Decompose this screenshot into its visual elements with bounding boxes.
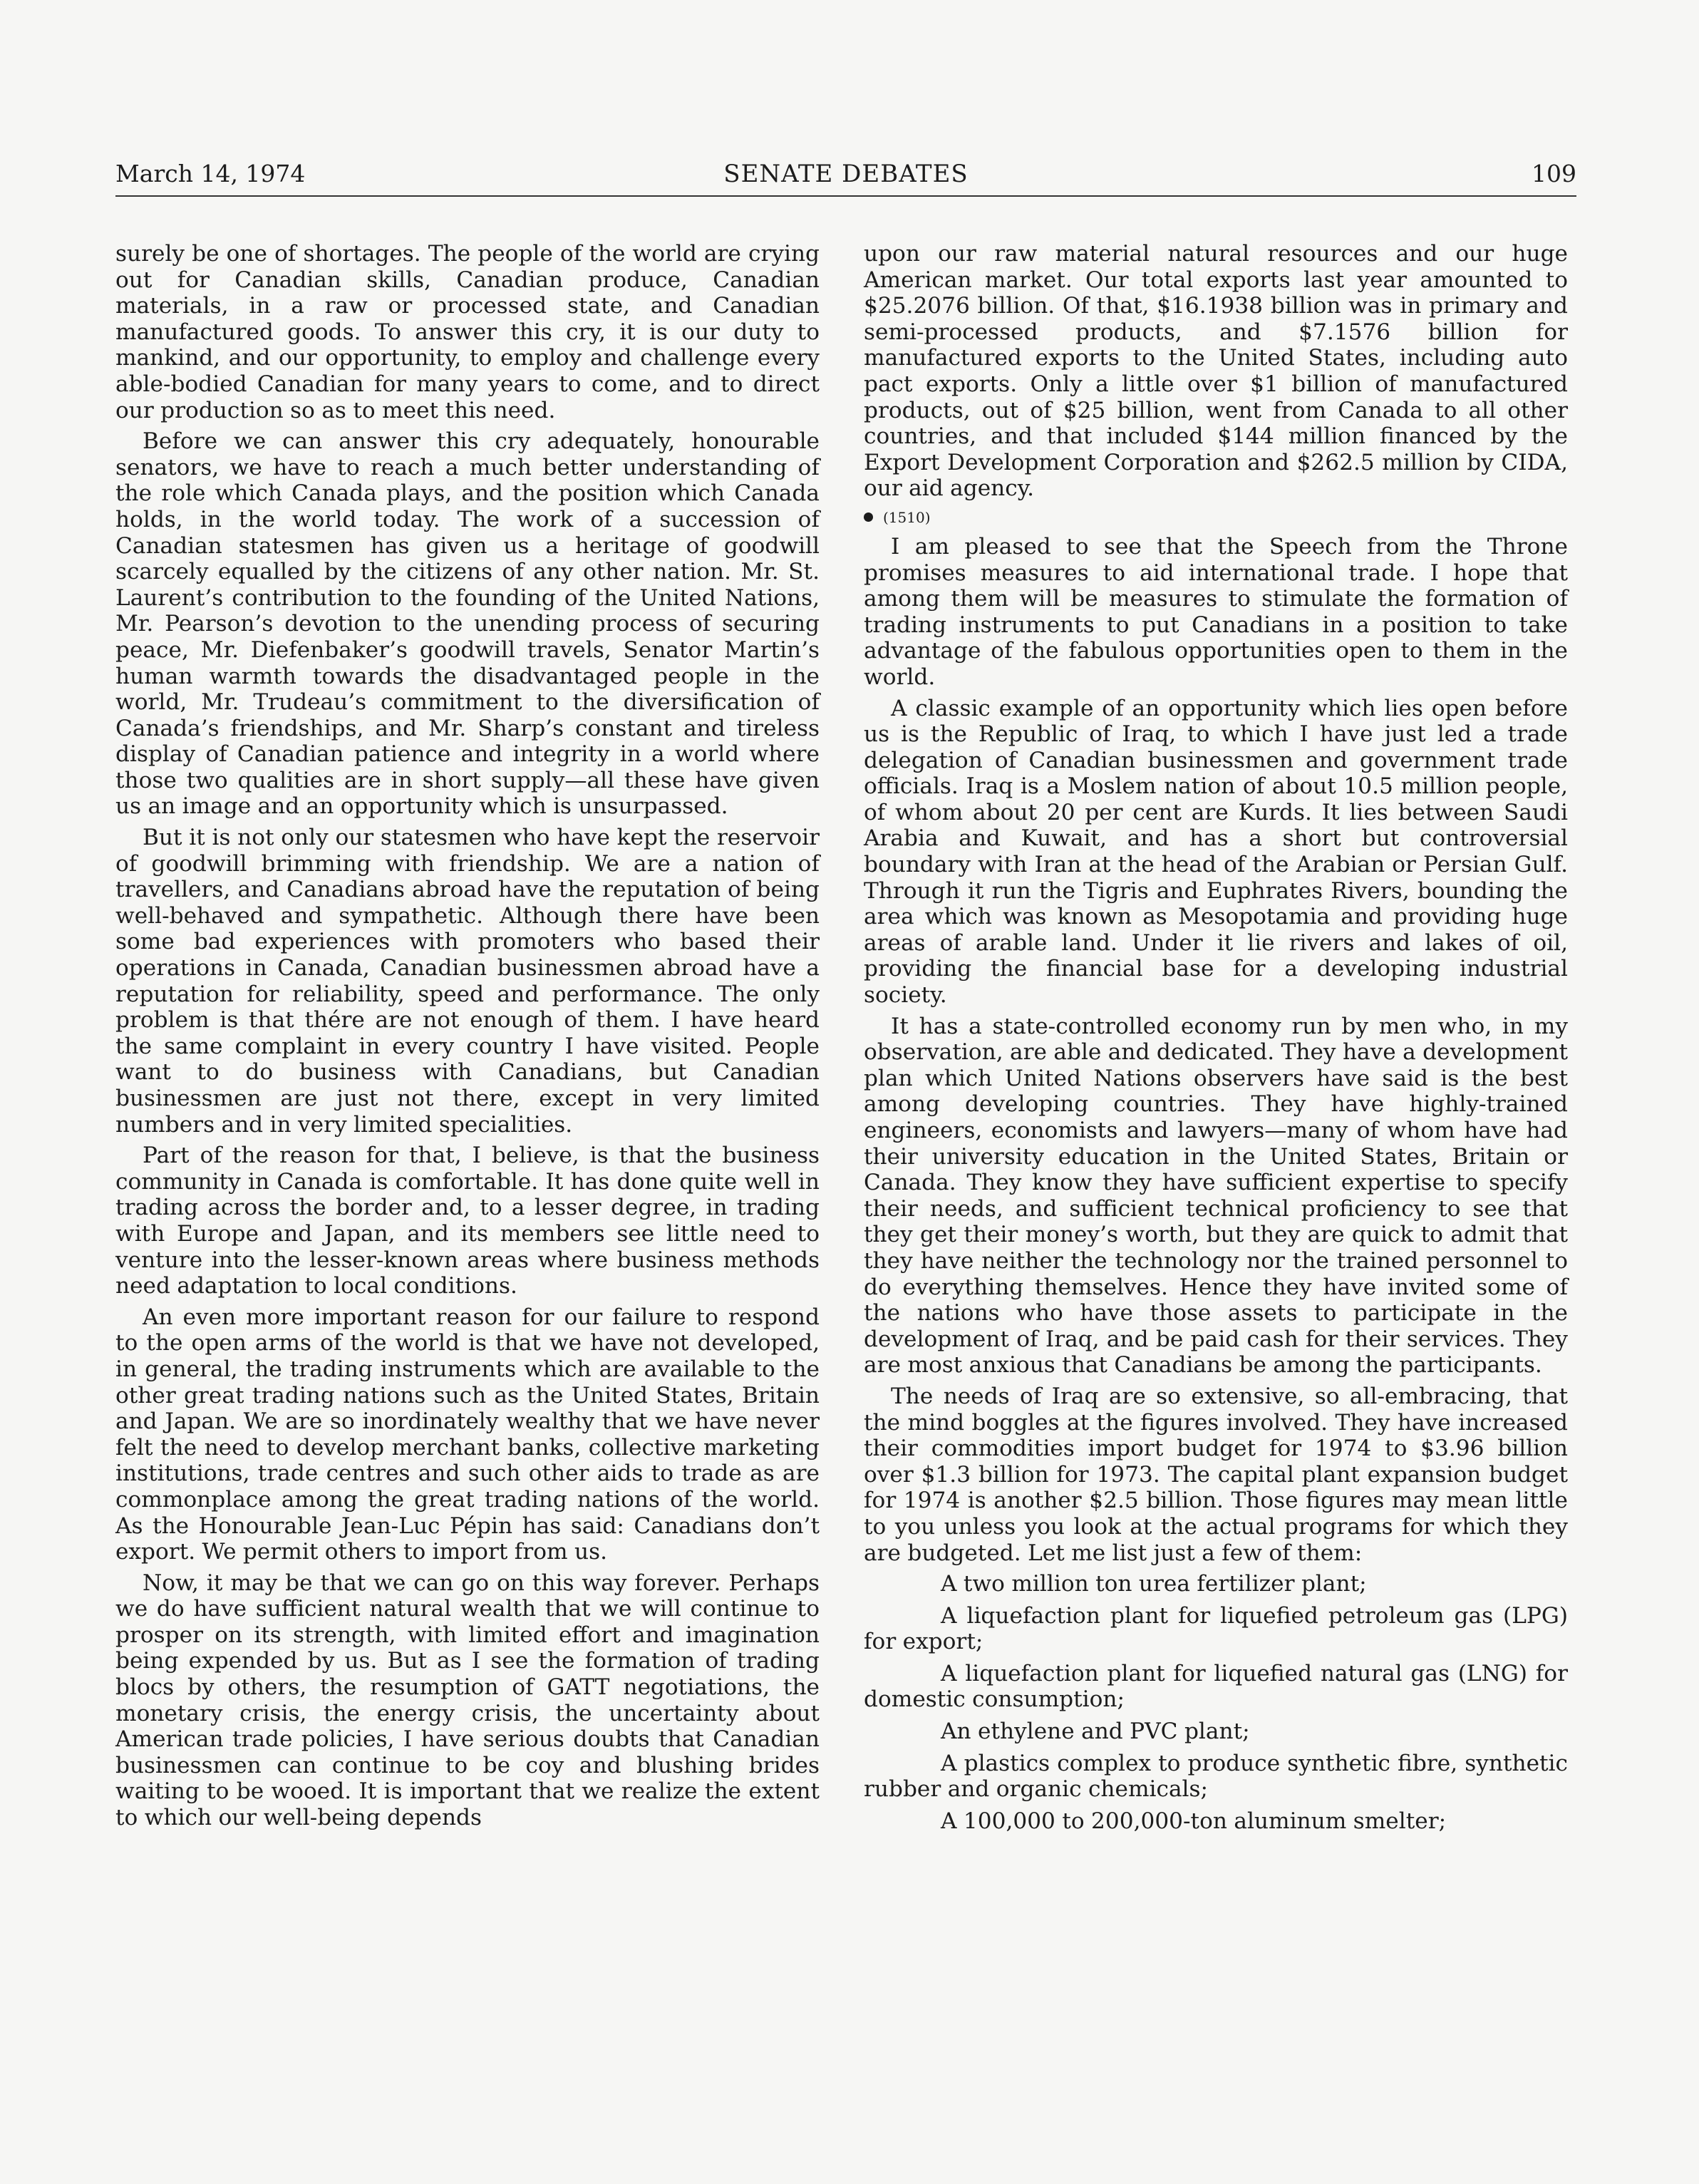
list-item: A two million ton urea fertilizer plant; [941,1571,1367,1597]
paragraph: Before we can answer this cry adequately, honourable senators, we have to reach a much better understanding of the role which Canada plays, and the position which Canada holds, in the world today. The work of a succession of Canadian statesmen has given us a heritage of goodwill scarcely equalled by the citizens of any other nation. Mr. St. Laurent’s contribution to the founding of the United Nations, Mr. Pearson’s devotion to the unending process of securing peace, Mr. Diefenbaker’s goodwill travels, Senator Martin’s human warmth towards the disadvantaged people in the world, Mr. Trudeau’s commitment to the diversification of Canada’s friendships, and Mr. Sharp’s constant and tireless display of Canadian patience and integrity in a world where those two qualities are in short supply—all these have given us an image and an opportunity which is unsurpassed. [115,428,820,820]
time-marker [864,507,1568,528]
right-column [864,241,1568,1840]
list-item: A liquefaction plant for liquefied natural gas (LNG) for domestic consumption; [864,1660,1568,1713]
list-item: A 100,000 to 200,000-ton aluminum smelter; [941,1808,1447,1834]
paragraph: A classic example of an opportunity which lies open before us is the Republic of Iraq, to which I have just led a trade delegation of Canadian businessmen and government trade officials. Iraq is a Moslem nation of about 10.5 million people, of whom about 20 per cent are Kurds. It lies between Saudi Arabia and Kuwait, and has a short but controversial boundary with Iran at the head of the Arabian or Persian Gulf. Through it run the Tigris and Euphrates Rivers, bounding the area which was known as Mesopotamia and providing huge areas of arable land. Under it lie rivers and lakes of oil, providing the financial base for a developing industrial society. [864,695,1568,1009]
list-item: A plastics complex to produce synthetic fibre, synthetic rubber and organic chemicals; [864,1750,1568,1803]
paragraph: upon our raw material natural resources and our huge American market. Our total exports last year amounted to $25.2076 billion. Of that, $16.1938 billion was in primary and semi-processed products, and $7.1576 billion for manufactured exports to the United States, including auto pact exports. Only a little over $1 billion of manufactured products, out of $25 billion, went from Canada to all other countries, and that included $144 million financed by the Export Development Corporation and $262.5 million by CIDA, our aid agency. [864,241,1568,502]
header-rule [115,195,1576,197]
paragraph: Now, it may be that we can go on this way forever. Perhaps we do have sufficient natural wealth that we will continue to prosper on its strength, with limited effort and imagination being expended by us. But as I see the formation of trading blocs by others, the resumption of GATT negotiations, the monetary crisis, the energy crisis, the uncertainty about American trade policies, I have serious doubts that Canadian businessmen can continue to be coy and blushing brides waiting to be wooed. It is important that we realize the extent to which our well-being depends [115,1570,820,1831]
bullet-icon [864,512,873,522]
left-column [115,241,820,1836]
paragraph: But it is not only our statesmen who have kept the reservoir of goodwill brimming with friendship. We are a nation of travellers, and Canadians abroad have the reputation of being well-behaved and sympathetic. Although there have been some bad experiences with promoters who based their operations in Canada, Canadian businessmen abroad have a reputation for reliability, speed and performance. The only problem is that thére are not enough of them. I have heard the same complaint in every country I have visited. People want to do business with Canadians, but Canadian businessmen are just not there, except in very limited numbers and in very limited specialities. [115,825,820,1138]
paragraph: It has a state-controlled economy run by men who, in my observation, are able and dedicated. They have a development plan which United Nations observers have said is the best among developing countries. They have highly-trained engineers, economists and lawyers—many of whom have had their university education in the United States, Britain or Canada. They know they have sufficient expertise to specify their needs, and sufficient technical proficiency to see that they get their money’s worth, but they are quick to admit that they have neither the technology nor the trained personnel to do everything themselves. Hence they have invited some of the nations who have those assets to participate in the development of Iraq, and be paid cash for their services. They are most anxious that Canadians be among the participants. [864,1013,1568,1379]
page-number: 109 [1532,160,1576,187]
list-item: An ethylene and PVC plant; [941,1719,1250,1745]
paragraph: I am pleased to see that the Speech from the Throne promises measures to aid international trade. I hope that among them will be measures to stimulate the formation of trading instruments to put Canadians in a position to take advantage of the fabulous opportunities open to them in the world. [864,533,1568,690]
header-title: SENATE DEBATES [723,160,969,188]
paragraph: An even more important reason for our failure to respond to the open arms of the world is that we have not developed, in general, the trading instruments which are available to the other great trading nations such as the United States, Britain and Japan. We are so inordinately wealthy that we have never felt the need to develop merchant banks, collective marketing institutions, trade centres and such other aids to trade as are commonplace among the great trading nations of the world. As the Honourable Jean-Luc Pépin has said: Canadians don’t export. We permit others to import from us. [115,1304,820,1565]
running-header [115,155,1576,192]
paragraph: surely be one of shortages. The people of the world are crying out for Canadian skills, Canadian produce, Canadian materials, in a raw or processed state, and Canadian manufactured goods. To answer this cry, it is our duty to mankind, and our opportunity, to employ and challenge every able-bodied Canadian for many years to come, and to direct our production so as to meet this need. [115,241,820,423]
paragraph: The needs of Iraq are so extensive, so all-embracing, that the mind boggles at the figures involved. They have increased their commodities import budget for 1974 to $3.96 billion over $1.3 billion for 1973. The capital plant expansion budget for 1974 is another $2.5 billion. Those figures may mean little to you unless you look at the actual programs for which they are budgeted. Let me list just a few of them: [864,1383,1568,1566]
header-date: March 14, 1974 [115,160,306,187]
time-marker-label: (1510) [883,508,931,526]
list-item: A liquefaction plant for liquefied petroleum gas (LPG) for export; [864,1602,1568,1655]
paragraph: Part of the reason for that, I believe, is that the business community in Canada is comfortable. It has done quite well in trading across the border and, to a lesser degree, in trading with Europe and Japan, and its members see little need to venture into the lesser-known areas where business methods need adaptation to local conditions. [115,1143,820,1299]
